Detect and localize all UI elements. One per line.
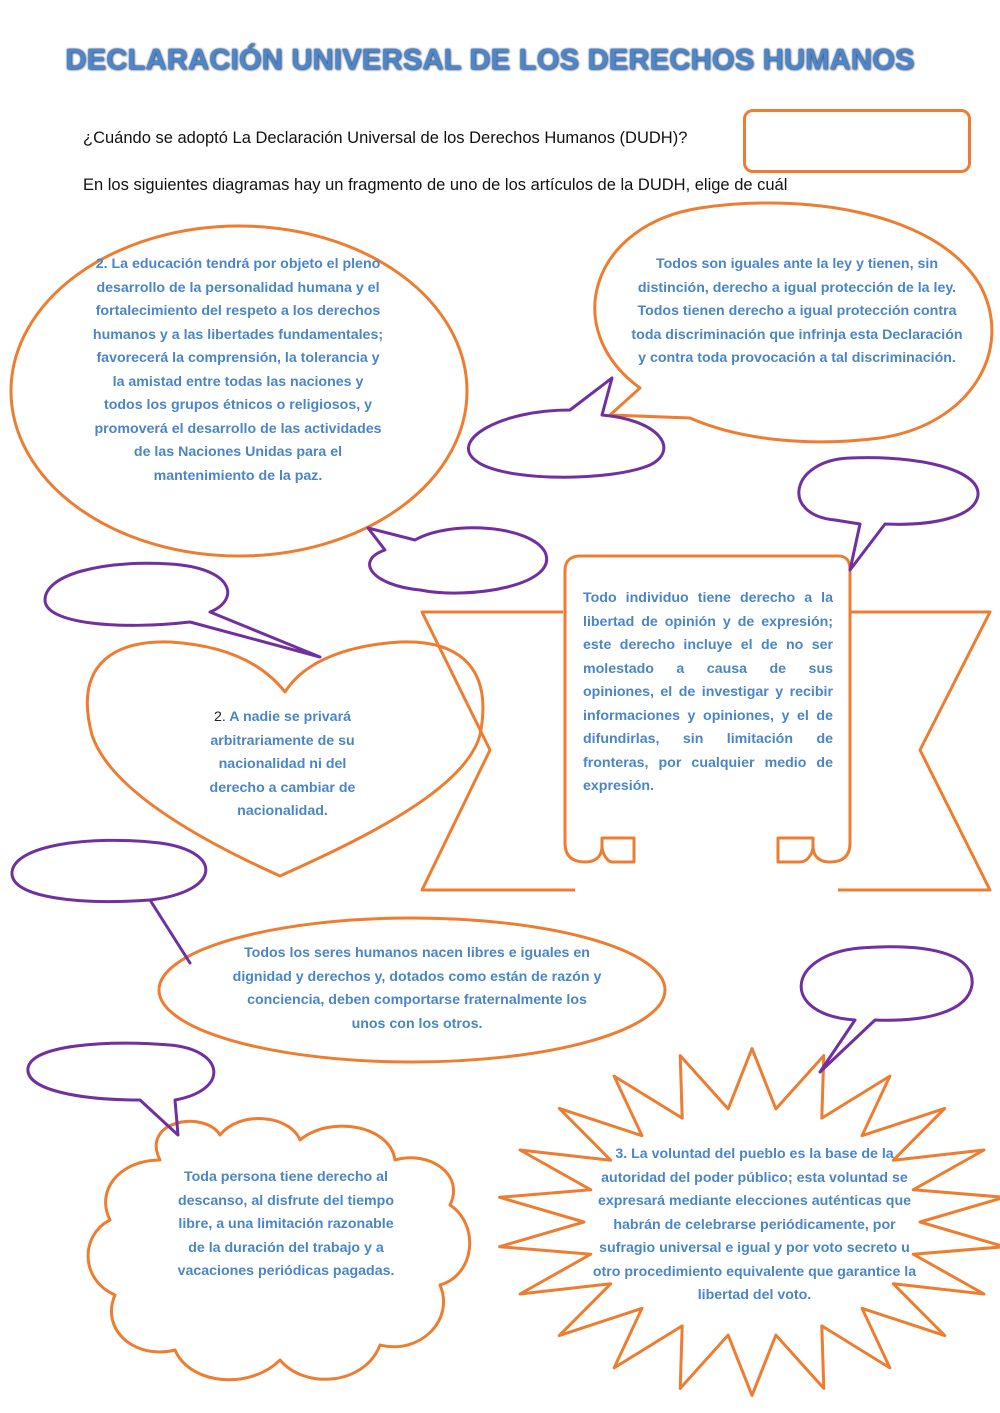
question-text: ¿Cuándo se adoptó La Declaración Universal de los Derechos Humanos (DUDH)? [83,129,688,147]
answer-expression-input[interactable] [810,476,964,506]
rest-fragment: Toda persona tiene derecho al descanso, al disfrute del tiempo libre, a una limitación razonable de la duración del trabajo y a vacaciones periódicas pagadas. [177,1169,395,1279]
callout-expression [799,458,978,570]
answer-equality-input[interactable] [490,432,644,462]
answer-nationality-input[interactable] [62,582,216,612]
nationality-prefix: 2. [214,709,226,725]
answer-education-input[interactable] [392,546,536,576]
free-equal-fragment: Todos los seres humanos nacen libres e iguales en dignidad y derechos y, dotados como están de razón y conciencia, deben comportarse fraternalmente los unos con los otros. [232,945,602,1032]
vote-fragment: 3. La voluntad del pueblo es la base de la autoridad del poder público; esta voluntad se expresará mediante elecciones auténticas que habrán de celebrarse periódicamente, por sufragio universal e igual y por voto secreto u otro procedimiento equivalente que garantice la libertad del voto. [592,1146,917,1303]
education-fragment: 2. La educación tendrá por objeto el pleno desarrollo de la personalidad humana y el fortalecimiento del respeto a los derechos humanos y a las libertades fundamentales; favorecerá la comprensión, la tolerancia y la amistad entre todas las naciones y todos los grupos étnicos o religiosos, y promoverá el desarrollo de las actividades de las Naciones Unidas para el mantenimiento de la paz. [92,256,384,484]
expression-fragment: Todo individuo tiene derecho a la libertad de opinión y de expresión; este derecho incluye el de no ser molestado a causa de sus opiniones, el de investigar y recibir informaciones y opiniones, y el de difundirlas, sin limitación de fronteras, por cualquier medio de expresión. [583,590,833,794]
nationality-fragment [195,706,370,824]
page-title: DECLARACIÓN UNIVERSAL DE LOS DERECHOS HUMANOS [65,44,915,76]
nationality-text: A nadie se privará arbitrariamente de su nacionalidad ni del derecho a cambiar de nacionalidad. [209,709,356,819]
adoption-date-input[interactable] [743,109,971,173]
answer-vote-input[interactable] [805,968,959,998]
answer-rest-input[interactable] [45,1058,214,1088]
callout-vote [801,947,972,1072]
equality-fragment: Todos son iguales ante la ley y tienen, sin distinción, derecho a igual protección de la ley. Todos tienen derecho a igual protección contra toda discriminación que infrinja esta Declaración y contra toda provocación a tal discriminación. [631,256,963,366]
instruction-text: En los siguientes diagramas hay un fragmento de uno de los artículos de la DUDH, elige de cuál [83,176,788,194]
answer-free-equal-input[interactable] [28,858,207,888]
